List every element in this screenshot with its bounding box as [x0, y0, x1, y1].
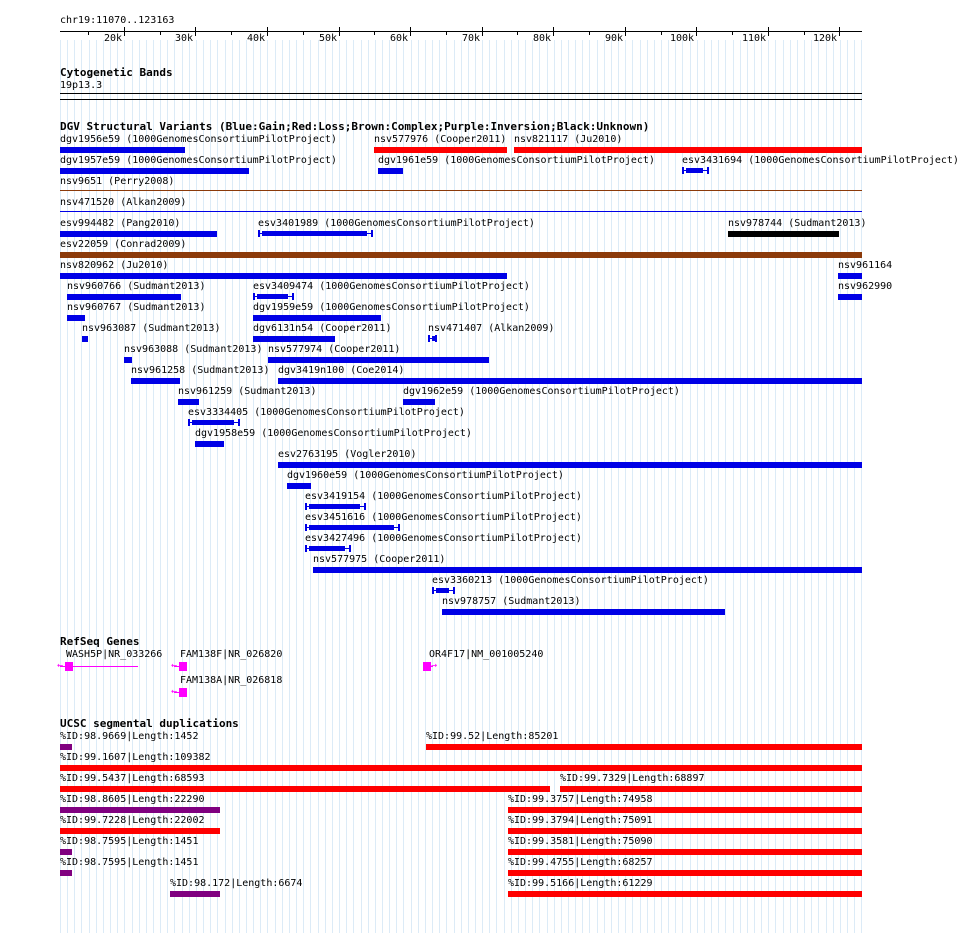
refseq-gene-label[interactable]: WASH5P|NR_033266	[66, 649, 163, 660]
segdup-bar[interactable]	[508, 828, 862, 834]
dgv-variant-label[interactable]: esv2763195 (Vogler2010)	[278, 449, 417, 460]
segdup-label[interactable]: %ID:98.7595|Length:1451	[60, 857, 199, 868]
segdup-bar[interactable]	[60, 870, 72, 876]
dgv-variant-bar[interactable]	[253, 336, 335, 342]
segdup-bar[interactable]	[60, 849, 72, 855]
ruler-tick	[768, 27, 769, 36]
dgv-variant-bar[interactable]	[838, 294, 862, 300]
cytoband-label[interactable]: 19p13.3	[60, 80, 103, 91]
strand-left-arrow-icon: ←	[171, 686, 178, 697]
dgv-variant-label[interactable]: nsv963088 (Sudmant2013)	[124, 344, 263, 355]
ruler-minor-tick	[303, 31, 304, 35]
segdup-label[interactable]: %ID:99.3581|Length:75090	[508, 836, 653, 847]
dgv-variant-label[interactable]: nsv978744 (Sudmant2013)	[728, 218, 867, 229]
ruler-tick-label: 100k	[670, 33, 695, 44]
ruler-minor-tick	[661, 31, 662, 35]
dgv-variant-end-tick[interactable]	[349, 545, 351, 552]
ruler-tick-label: 90k	[605, 33, 624, 44]
dgv-variant-bar[interactable]	[60, 273, 507, 279]
refseq-gene-exon[interactable]	[65, 662, 73, 671]
dgv-variant-bar[interactable]	[257, 294, 288, 299]
dgv-variant-label[interactable]: nsv978757 (Sudmant2013)	[442, 596, 581, 607]
dgv-variant-label[interactable]: nsv577974 (Cooper2011)	[268, 344, 401, 355]
dgv-variant-bar[interactable]	[82, 336, 88, 342]
strand-left-arrow-icon: ←	[57, 660, 64, 671]
ruler-minor-tick	[231, 31, 232, 35]
ruler-tick	[625, 27, 626, 36]
segdup-bar[interactable]	[508, 891, 862, 897]
dgv-variant-label[interactable]: nsv471407 (Alkan2009)	[428, 323, 555, 334]
dgv-variant-label[interactable]: nsv821117 (Ju2010)	[514, 134, 623, 145]
dgv-variant-label[interactable]: esv3427496 (1000GenomesConsortiumPilotProject)	[305, 533, 582, 544]
dgv-variant-bar[interactable]	[686, 168, 703, 173]
segdup-label[interactable]: %ID:98.7595|Length:1451	[60, 836, 199, 847]
dgv-variant-bar[interactable]	[432, 336, 435, 341]
dgv-variant-label[interactable]: nsv9651 (Perry2008)	[60, 176, 175, 187]
dgv-variant-end-tick[interactable]	[188, 419, 190, 426]
ruler-minor-tick	[374, 31, 375, 35]
ruler-tick	[124, 27, 125, 36]
segdup-bar[interactable]	[560, 786, 862, 792]
refseq-gene-label[interactable]: FAM138A|NR_026818	[180, 675, 283, 686]
dgv-variant-end-tick[interactable]	[258, 230, 260, 237]
ruler-tick	[482, 27, 483, 36]
segdup-bar[interactable]	[60, 744, 72, 750]
dgv-variant-bar[interactable]	[403, 399, 435, 405]
dgv-variant-label[interactable]: esv3409474 (1000GenomesConsortiumPilotProject)	[253, 281, 530, 292]
ruler-tick	[267, 27, 268, 36]
ruler-minor-tick	[804, 31, 805, 35]
ruler-tick	[839, 27, 840, 36]
ruler-tick	[696, 27, 697, 36]
ruler-tick-label: 40k	[247, 33, 266, 44]
refseq-gene-exon[interactable]	[179, 662, 187, 671]
segdup-label[interactable]: %ID:99.1607|Length:109382	[60, 752, 211, 763]
dgv-variant-end-tick[interactable]	[432, 587, 434, 594]
dgv-variant-bar[interactable]	[278, 462, 862, 468]
dgv-variant-label[interactable]: esv3451616 (1000GenomesConsortiumPilotProject)	[305, 512, 582, 523]
dgv-variant-label[interactable]: dgv1958e59 (1000GenomesConsortiumPilotProject)	[195, 428, 472, 439]
segdup-bar[interactable]	[60, 807, 220, 813]
cytoband-track-title[interactable]: Cytogenetic Bands	[60, 66, 173, 79]
dgv-variant-label[interactable]: nsv960766 (Sudmant2013)	[67, 281, 206, 292]
ruler-minor-tick	[160, 31, 161, 35]
dgv-variant-label[interactable]: esv3334405 (1000GenomesConsortiumPilotProject)	[188, 407, 465, 418]
dgv-variant-label[interactable]: esv3401989 (1000GenomesConsortiumPilotProject)	[258, 218, 535, 229]
dgv-variant-bar[interactable]	[67, 315, 85, 321]
refseq-gene-exon[interactable]	[179, 688, 187, 697]
dgv-variant-label[interactable]: dgv1959e59 (1000GenomesConsortiumPilotProject)	[253, 302, 530, 313]
dgv-variant-bar[interactable]	[192, 420, 234, 425]
dgv-variant-bar[interactable]	[195, 441, 224, 447]
dgv-variant-bar[interactable]	[436, 588, 449, 593]
dgv-variant-label[interactable]: dgv1962e59 (1000GenomesConsortiumPilotProject)	[403, 386, 680, 397]
segdup-label[interactable]: %ID:98.9669|Length:1452	[60, 731, 199, 742]
dgv-variant-bar[interactable]	[378, 168, 403, 174]
dgv-variant-bar[interactable]	[178, 399, 199, 405]
dgv-variant-end-tick[interactable]	[364, 503, 366, 510]
dgv-variant-bar[interactable]	[124, 357, 132, 363]
dgv-variant-end-tick[interactable]	[398, 524, 400, 531]
dgv-variant-end-tick[interactable]	[253, 293, 255, 300]
segdup-label[interactable]: %ID:99.5166|Length:61229	[508, 878, 653, 889]
dgv-variant-label[interactable]: nsv961258 (Sudmant2013)	[131, 365, 270, 376]
dgv-variant-bar[interactable]	[309, 504, 360, 509]
dgv-variant-bar[interactable]	[442, 609, 725, 615]
strand-right-arrow-icon: →	[431, 660, 438, 671]
ruler-tick-label: 50k	[319, 33, 338, 44]
ruler-tick-label: 120k	[813, 33, 838, 44]
dgv-variant-label[interactable]: esv22059 (Conrad2009)	[60, 239, 187, 250]
dgv-variant-end-tick[interactable]	[305, 545, 307, 552]
dgv-variant-end-tick[interactable]	[292, 293, 294, 300]
ruler-tick-label: 110k	[742, 33, 767, 44]
dgv-variant-label[interactable]: esv3419154 (1000GenomesConsortiumPilotProject)	[305, 491, 582, 502]
dgv-variant-bar[interactable]	[287, 483, 311, 489]
segdup-label[interactable]: %ID:99.4755|Length:68257	[508, 857, 653, 868]
dgv-variant-end-tick[interactable]	[305, 524, 307, 531]
dgv-variant-label[interactable]: dgv1961e59 (1000GenomesConsortiumPilotProject)	[378, 155, 655, 166]
dgv-variant-label[interactable]: nsv471520 (Alkan2009)	[60, 197, 187, 208]
segdup-label[interactable]: %ID:99.7228|Length:22002	[60, 815, 205, 826]
dgv-variant-bar[interactable]	[268, 357, 489, 363]
dgv-variant-bar[interactable]	[60, 231, 217, 237]
dgv-variant-bar[interactable]	[262, 231, 367, 236]
ruler-tick-label: 30k	[175, 33, 194, 44]
dgv-variant-line[interactable]	[60, 190, 862, 191]
dgv-variant-line[interactable]	[60, 211, 862, 212]
dgv-variant-bar[interactable]	[514, 147, 862, 153]
dgv-variant-label[interactable]: dgv3419n100 (Coe2014)	[278, 365, 405, 376]
dgv-variant-bar[interactable]	[131, 378, 180, 384]
dgv-variant-label[interactable]: nsv577975 (Cooper2011)	[313, 554, 446, 565]
dgv-variant-label[interactable]: esv3431694 (1000GenomesConsortiumPilotProject)	[682, 155, 959, 166]
ruler-minor-tick	[88, 31, 89, 35]
dgv-variant-bar[interactable]	[309, 546, 345, 551]
dgv-variant-label[interactable]: dgv1960e59 (1000GenomesConsortiumPilotProject)	[287, 470, 564, 481]
dgv-variant-label[interactable]: nsv961164	[838, 260, 893, 271]
dgv-variant-bar[interactable]	[374, 147, 507, 153]
ruler-minor-tick	[732, 31, 733, 35]
segdup-bar[interactable]	[508, 849, 862, 855]
dgv-variant-label[interactable]: nsv963087 (Sudmant2013)	[82, 323, 221, 334]
dgv-variant-label[interactable]: nsv961259 (Sudmant2013)	[178, 386, 317, 397]
dgv-variant-label[interactable]: esv994482 (Pang2010)	[60, 218, 181, 229]
cytoband-line-bottom	[60, 99, 862, 100]
segdup-label[interactable]: %ID:99.7329|Length:68897	[560, 773, 705, 784]
segdup-label[interactable]: %ID:99.3757|Length:74958	[508, 794, 653, 805]
refseq-gene-label[interactable]: OR4F17|NM_001005240	[429, 649, 544, 660]
ruler-tick	[339, 27, 340, 36]
ruler-minor-tick	[589, 31, 590, 35]
dgv-variant-end-tick[interactable]	[238, 419, 240, 426]
dgv-variant-label[interactable]: dgv1957e59 (1000GenomesConsortiumPilotProject)	[60, 155, 337, 166]
ruler-tick-label: 70k	[462, 33, 481, 44]
ruler-tick-label: 20k	[104, 33, 123, 44]
dgv-variant-bar[interactable]	[838, 273, 862, 279]
segdup-label[interactable]: %ID:99.3794|Length:75091	[508, 815, 653, 826]
dgv-variant-label[interactable]: nsv960767 (Sudmant2013)	[67, 302, 206, 313]
dgv-variant-end-tick[interactable]	[707, 167, 709, 174]
segdup-bar[interactable]	[508, 870, 862, 876]
ruler-minor-tick	[446, 31, 447, 35]
dgv-variant-bar[interactable]	[253, 315, 381, 321]
dgv-variant-bar[interactable]	[60, 252, 862, 258]
dgv-variant-label[interactable]: dgv1956e59 (1000GenomesConsortiumPilotProject)	[60, 134, 337, 145]
segdup-bar[interactable]	[170, 891, 220, 897]
strand-left-arrow-icon: ←	[171, 660, 178, 671]
refseq-gene-label[interactable]: FAM138F|NR_026820	[180, 649, 283, 660]
dgv-variant-label[interactable]: nsv962990	[838, 281, 893, 292]
ruler-tick	[410, 27, 411, 36]
segdup-track-title[interactable]: UCSC segmental duplications	[60, 717, 239, 730]
ruler-tick	[195, 27, 196, 36]
dgv-variant-end-tick[interactable]	[428, 335, 430, 342]
ruler-tick	[553, 27, 554, 36]
segdup-bar[interactable]	[60, 765, 862, 771]
segdup-bar[interactable]	[60, 786, 550, 792]
dgv-variant-label[interactable]: esv3360213 (1000GenomesConsortiumPilotProject)	[432, 575, 709, 586]
dgv-variant-end-tick[interactable]	[435, 335, 437, 342]
segdup-bar[interactable]	[426, 744, 862, 750]
cytoband-line-top	[60, 93, 862, 94]
dgv-track-title[interactable]: DGV Structural Variants (Blue:Gain;Red:Loss;Brown:Complex;Purple:Inversion;Black:Unknown)	[60, 120, 650, 133]
dgv-variant-end-tick[interactable]	[453, 587, 455, 594]
segdup-label[interactable]: %ID:98.8605|Length:22290	[60, 794, 205, 805]
dgv-variant-bar[interactable]	[278, 378, 862, 384]
ruler-axis	[60, 31, 862, 32]
dgv-variant-end-tick[interactable]	[682, 167, 684, 174]
ruler-tick-label: 80k	[533, 33, 552, 44]
ruler-minor-tick	[517, 31, 518, 35]
segdup-label[interactable]: %ID:99.5437|Length:68593	[60, 773, 205, 784]
dgv-variant-label[interactable]: dgv6131n54 (Cooper2011)	[253, 323, 392, 334]
dgv-variant-bar[interactable]	[728, 231, 839, 237]
dgv-variant-label[interactable]: nsv820962 (Ju2010)	[60, 260, 169, 271]
dgv-variant-bar[interactable]	[60, 168, 249, 174]
dgv-variant-label[interactable]: nsv577976 (Cooper2011)	[374, 134, 507, 145]
dgv-variant-bar[interactable]	[313, 567, 862, 573]
segdup-bar[interactable]	[508, 807, 862, 813]
dgv-variant-bar[interactable]	[309, 525, 394, 530]
segdup-bar[interactable]	[60, 828, 220, 834]
ruler-tick-label: 60k	[390, 33, 409, 44]
dgv-variant-bar[interactable]	[60, 147, 185, 153]
segdup-label[interactable]: %ID:99.52|Length:85201	[426, 731, 559, 742]
dgv-variant-end-tick[interactable]	[305, 503, 307, 510]
region-label: chr19:11070..123163	[60, 15, 175, 26]
segdup-label[interactable]: %ID:98.172|Length:6674	[170, 878, 303, 889]
dgv-variant-end-tick[interactable]	[371, 230, 373, 237]
refseq-gene-exon[interactable]	[423, 662, 431, 671]
dgv-variant-bar[interactable]	[67, 294, 181, 300]
refseq-track-title[interactable]: RefSeq Genes	[60, 635, 140, 648]
